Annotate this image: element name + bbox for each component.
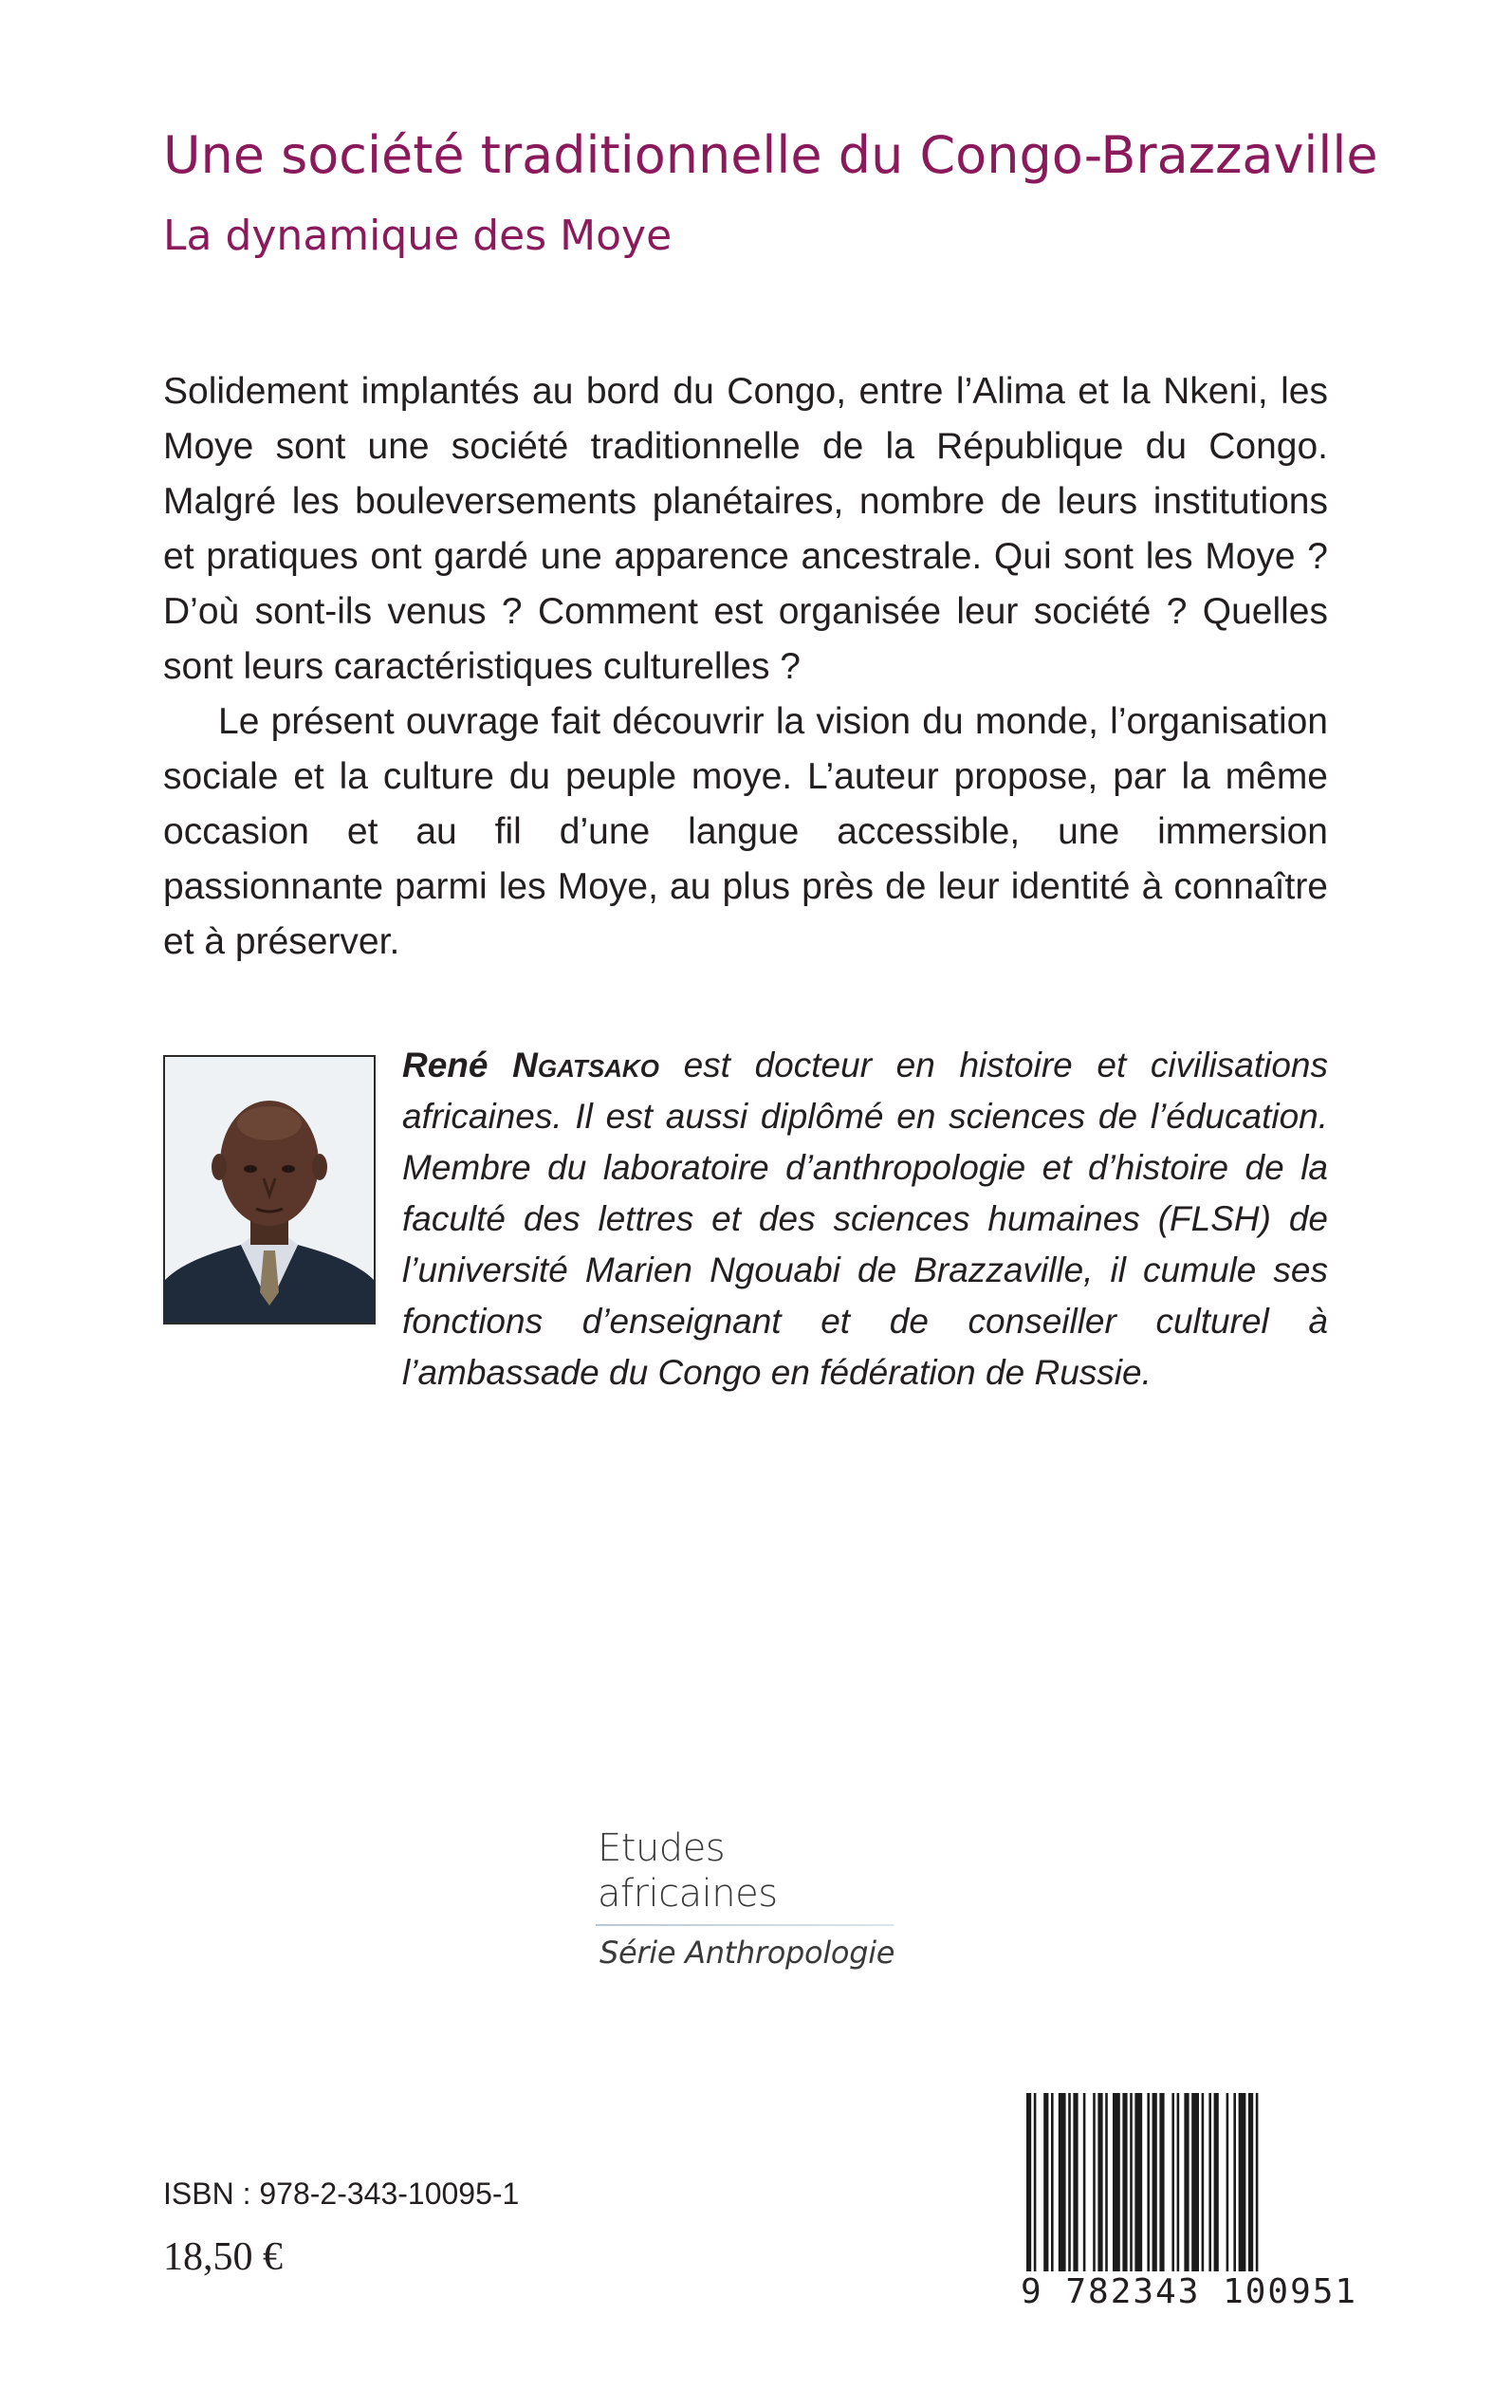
barcode-bar (1051, 2093, 1054, 2283)
barcode-bar (1202, 2093, 1205, 2283)
barcode-bar (1152, 2093, 1157, 2283)
barcode-bar (1093, 2093, 1096, 2283)
barcode-bar (1043, 2093, 1048, 2283)
collection-divider (596, 1924, 894, 1926)
barcode-bar (1105, 2093, 1108, 2283)
barcode-bar (1034, 2093, 1037, 2283)
barcode-bar (1214, 2093, 1219, 2283)
barcode-bar (1159, 2093, 1164, 2283)
author-bio (163, 1040, 1328, 1398)
barcode-bar (1122, 2093, 1127, 2283)
barcode-bar (1073, 2093, 1078, 2283)
barcode-bar (1177, 2093, 1180, 2283)
barcode-bar (1191, 2093, 1199, 2283)
barcode-bar (1256, 2093, 1259, 2283)
barcode-bar (1130, 2093, 1133, 2283)
barcode-digits: 9 782343 100951 (1017, 2271, 1343, 2313)
barcode-bar (1097, 2093, 1102, 2283)
barcode-bar (1026, 2093, 1031, 2283)
blurb-paragraph: Solidement implantés au bord du Congo, entre l’Alima et la Nkeni, les Moye sont une société traditionnelle de la République du Congo. Malgré les bouleversements planétaires, nombre de leurs institutions et pratiques ont gardé une apparence ancestrale. Qui sont les Moye ? D’où sont-ils venus ? Comment est organisée leur société ? Quelles sont leurs caractéristiques culturelles ? (163, 371, 1328, 687)
barcode-bar (1184, 2093, 1189, 2283)
barcode-bar (1208, 2093, 1211, 2283)
author-last-name: Ngatsako (512, 1046, 659, 1084)
barcode-bar (1233, 2093, 1236, 2283)
author-first-name: René (402, 1046, 489, 1084)
author-bio-text: est docteur en histoire et civilisations africaines. Il est aussi diplômé en sciences de l’éducation. Membre du laboratoire d’anthropologie et d’histoire de la faculté des lettres et des sciences humaines (FLSH) de l’université Marien Ngouabi de Brazzaville, il cumule ses fonctions d’enseignant et de conseiller culturel à l’ambassade du Congo en fédération de Russie. (402, 1046, 1329, 1392)
barcode-bar (1134, 2093, 1142, 2283)
collection-logo (592, 1825, 895, 1972)
barcode-bar (1068, 2093, 1071, 2283)
barcode-bar (1083, 2093, 1086, 2283)
price-label: 18,50 € (163, 2235, 283, 2279)
collection-series: Série Anthropologie (599, 1935, 895, 1971)
barcode-bar (1113, 2093, 1120, 2283)
barcode-bar (1248, 2093, 1253, 2283)
barcode-bar (1147, 2093, 1150, 2283)
back-cover-blurb (163, 364, 1328, 970)
book-subtitle: La dynamique des Moye (163, 212, 673, 260)
barcode-bar (1239, 2093, 1246, 2283)
book-title: Une société traditionnelle du Congo-Brazzaville (163, 125, 1378, 185)
isbn-label: ISBN : 978-2-343-10095-1 (163, 2176, 520, 2211)
barcode-bar (1059, 2093, 1066, 2283)
barcode-bar (1226, 2093, 1229, 2283)
collection-name: Etudes africaines (598, 1826, 778, 1916)
blurb-paragraph: Le présent ouvrage fait découvrir la vision du monde, l’organisation sociale et la culture du peuple moye. L’auteur propose, par la même occasion et au fil d’une langue accessible, une immersion passionnante parmi les Moye, au plus près de leur identité à connaître et à préserver. (163, 701, 1328, 962)
barcode-bar (1171, 2093, 1174, 2283)
